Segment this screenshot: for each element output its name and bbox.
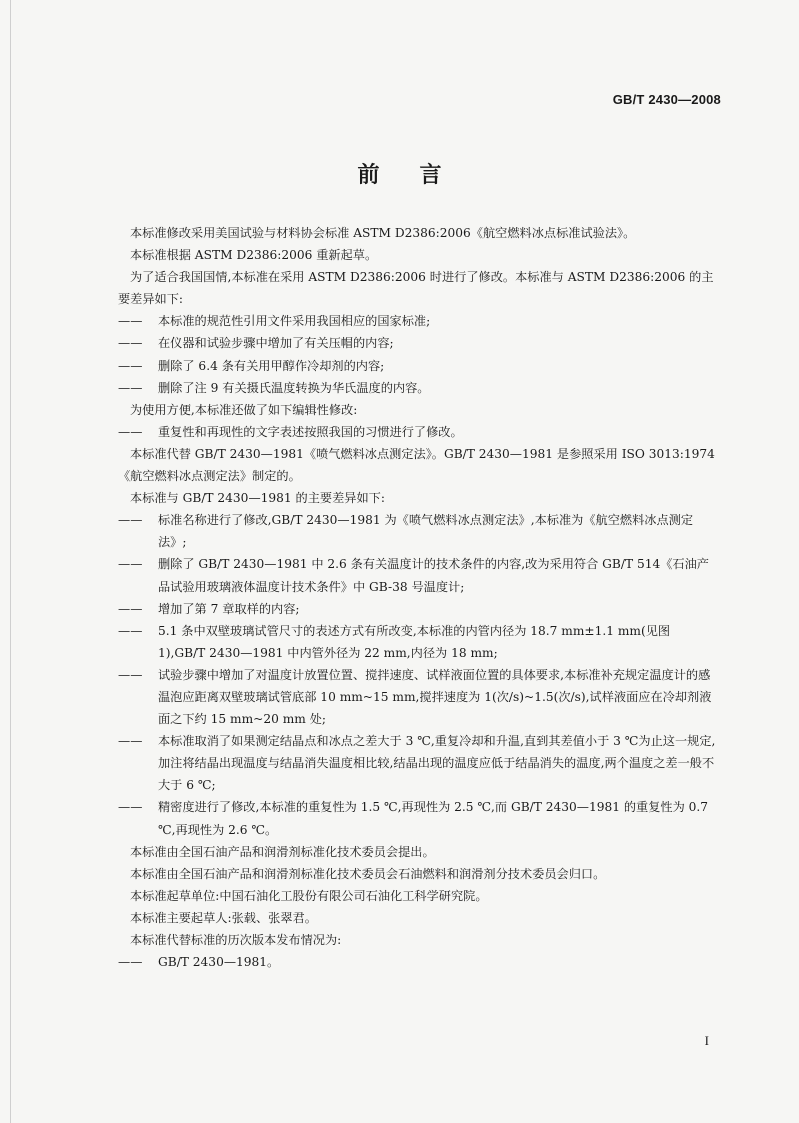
dash-list-item [118,310,720,332]
dash-item-text: 删除了 GB/T 2430—1981 中 2.6 条有关温度计的技术条件的内容,改为采用符合 GB/T 514《石油产品试验用玻璃液体温度计技术条件》中 GB-38 号温度计; [158,557,709,594]
dash-marker: —— [118,623,143,638]
dash-marker: —— [118,513,143,528]
page-title [0,158,799,189]
dash-list-item [118,620,720,664]
paragraph: 为了适合我国国情,本标准在采用 ASTM D2386:2006 时进行了修改。本标准与 ASTM D2386:2006 的主要差异如下: [118,270,714,307]
dash-marker: —— [118,557,143,572]
dash-item-text: GB/T 2430—1981。 [158,955,280,970]
dash-marker: —— [118,800,143,815]
page-number: I [704,1033,709,1048]
dash-item-text: 删除了注 9 有关摄氏温度转换为华氏温度的内容。 [158,380,430,395]
dash-item-text: 本标准取消了如果测定结晶点和冰点之差大于 3 ℃,重复冷却和升温,直到其差值小于 3 ℃为止这一规定,加注将结晶出现温度与结晶消失温度相比较,结晶出现的温度应低于结晶消失的温度,两个温度之差一般不大于 6 ℃; [158,734,716,793]
dash-list-item [118,553,720,597]
paragraph: 本标准起草单位:中国石油化工股份有限公司石油化工科学研究院。 [130,888,488,903]
dash-marker: —— [118,955,143,970]
dash-marker: —— [118,601,143,616]
dash-marker: —— [118,734,143,749]
dash-list-item [118,332,720,354]
standard-code: GB/T 2430—2008 [612,92,721,107]
dash-list-item [118,951,720,973]
title-char-1: 前 [357,163,380,188]
dash-item-text: 本标准的规范性引用文件采用我国相应的国家标准; [158,314,431,329]
paragraph: 本标准代替 GB/T 2430—1981《喷气燃料冰点测定法》。GB/T 2430—1981 是参照采用 ISO 3013:1974《航空燃料冰点测定法》制定的。 [118,446,715,484]
dash-list-item [118,421,720,443]
dash-list-item [118,796,720,840]
paragraph: 为使用方便,本标准还做了如下编辑性修改: [130,402,358,417]
paragraph: 本标准主要起草人:张载、张翠君。 [130,910,317,925]
dash-list-item [118,664,720,730]
dash-item-text: 重复性和再现性的文字表述按照我国的习惯进行了修改。 [158,424,463,439]
dash-item-text: 精密度进行了修改,本标准的重复性为 1.5 ℃,再现性为 2.5 ℃,而 GB/T 2430—1981 的重复性为 0.7 ℃,再现性为 2.6 ℃。 [158,800,709,837]
paragraph: 本标准根据 ASTM D2386:2006 重新起草。 [130,248,378,263]
paragraph: 本标准代替标准的历次版本发布情况为: [130,933,342,947]
dash-item-text: 在仪器和试验步骤中增加了有关压帽的内容; [158,336,394,351]
paragraph: 本标准修改采用美国试验与材料协会标准 ASTM D2386:2006《航空燃料冰点标准试验法》。 [130,226,636,240]
dash-list-item [118,598,720,620]
paragraph: 本标准由全国石油产品和润滑剂标准化技术委员会石油燃料和润滑剂分技术委员会归口。 [130,866,606,881]
paragraph: 本标准由全国石油产品和润滑剂标准化技术委员会提出。 [130,844,435,859]
dash-list-item [118,730,720,796]
dash-list-item [118,355,720,377]
dash-marker: —— [118,424,143,439]
dash-marker: —— [118,667,143,682]
title-char-2: 言 [419,163,442,188]
dash-marker: —— [118,314,143,329]
dash-item-text: 试验步骤中增加了对温度计放置位置、搅拌速度、试样液面位置的具体要求,本标准补充规定温度计的感温泡应距离双壁玻璃试管底部 10 mm~15 mm,搅拌速度为 1(次/s)~1.5(次/s),试样液面应在冷却剂液面之下约 15 mm~20 mm 处; [158,667,712,727]
dash-marker: —— [118,336,143,351]
preface-body [118,222,720,973]
dash-marker: —— [118,380,143,395]
dash-item-text: 删除了 6.4 条有关用甲醇作冷却剂的内容; [158,358,385,373]
dash-item-text: 增加了第 7 章取样的内容; [158,601,300,616]
dash-list-item [118,377,720,399]
dash-item-text: 标准名称进行了修改,GB/T 2430—1981 为《喷气燃料冰点测定法》,本标准为《航空燃料冰点测定法》; [158,513,694,550]
dash-item-text: 5.1 条中双壁玻璃试管尺寸的表述方式有所改变,本标准的内管内径为 18.7 mm±1.1 mm(见图 1),GB/T 2430—1981 中内管外径为 22 mm,内径为 18 mm; [158,623,671,660]
paragraph: 本标准与 GB/T 2430—1981 的主要差异如下: [130,491,385,506]
dash-marker: —— [118,358,143,373]
dash-list-item [118,509,720,553]
